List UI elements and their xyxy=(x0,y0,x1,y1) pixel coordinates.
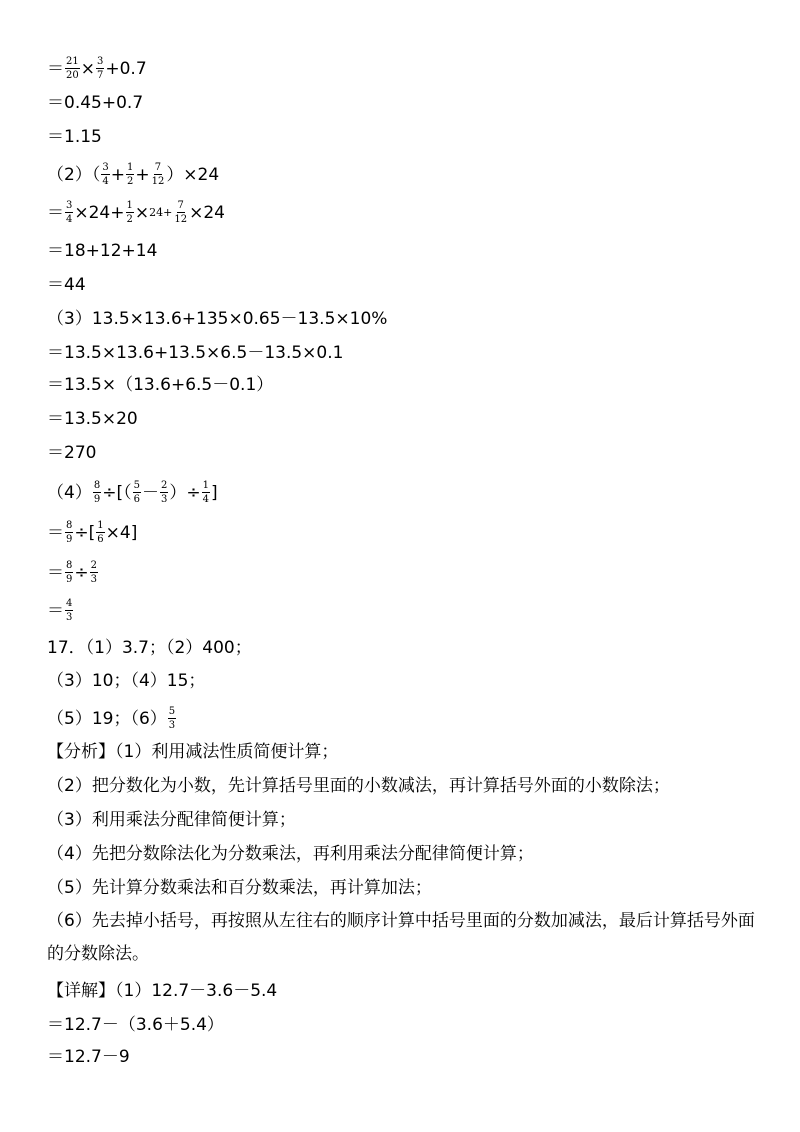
calc-line xyxy=(47,126,102,148)
fraction xyxy=(126,162,134,187)
fraction-numerator: 5 xyxy=(133,480,140,491)
fraction xyxy=(173,200,188,225)
text-run: + xyxy=(135,164,150,185)
fraction-numerator: 5 xyxy=(168,706,176,717)
fraction xyxy=(65,560,73,585)
detail-line xyxy=(47,980,277,1002)
calc-line xyxy=(47,56,147,81)
calc-line xyxy=(47,308,387,330)
fraction-numerator: 7 xyxy=(154,162,162,173)
fraction-denominator: 4 xyxy=(66,214,73,225)
fraction-numerator: 1 xyxy=(126,162,134,173)
calc-line xyxy=(47,92,143,114)
fraction-numerator: 8 xyxy=(93,480,101,491)
fraction xyxy=(133,480,141,505)
text-run: ）÷ xyxy=(169,482,201,503)
fraction-denominator: 12 xyxy=(151,176,165,187)
text-run: 17．（1）3.7；（2）400； xyxy=(47,638,252,658)
calc-line xyxy=(47,200,225,225)
fraction xyxy=(151,162,166,187)
text-run: ＝ xyxy=(47,58,64,79)
text-run: ×24 xyxy=(189,202,225,223)
fraction-numerator: 7 xyxy=(177,200,184,211)
fraction-denominator: 9 xyxy=(66,574,73,585)
text-run: （6）先去掉小括号，再按照从左往右的顺序计算中括号里面的分数加减法，最后计算括号外面的分数除法。 xyxy=(47,911,755,964)
text-run: ＝ xyxy=(47,562,64,583)
text-run: ＝44 xyxy=(47,275,86,295)
text-run: ÷ xyxy=(74,562,89,583)
detail-line xyxy=(47,1046,130,1068)
text-run: + xyxy=(110,164,125,185)
text-run: ÷[（ xyxy=(102,482,132,503)
fraction-numerator: 3 xyxy=(102,162,109,173)
calc-line xyxy=(47,342,343,364)
fraction xyxy=(96,56,104,81)
answer-line xyxy=(47,670,205,692)
analysis-line xyxy=(47,877,432,899)
fraction xyxy=(90,560,98,585)
fraction-denominator: 7 xyxy=(96,70,104,81)
text-run: 【分析】（1）利用减法性质简便计算； xyxy=(47,742,339,762)
calc-line xyxy=(47,442,96,464)
small-text: 24+ xyxy=(149,205,173,219)
fraction xyxy=(101,162,109,187)
calc-line xyxy=(47,598,74,623)
text-run: ＝13.5×13.6+13.5×6.5－13.5×0.1 xyxy=(47,343,344,363)
text-run: ＝0.45+0.7 xyxy=(47,93,144,113)
fraction xyxy=(93,480,101,505)
fraction xyxy=(65,200,73,225)
fraction-denominator: 6 xyxy=(97,534,104,545)
text-run: ＝13.5×（13.6+6.5－0.1） xyxy=(47,375,274,395)
text-run: （5）19；（6） xyxy=(47,708,167,729)
fraction-denominator: 2 xyxy=(126,176,134,187)
fraction xyxy=(65,520,73,545)
text-run: （4）先把分数除法化为分数乘法，再利用乘法分配律简便计算； xyxy=(47,844,534,864)
text-run: ×4] xyxy=(105,522,138,543)
fraction-numerator: 8 xyxy=(66,560,73,571)
fraction-denominator: 9 xyxy=(66,534,73,545)
text-run: （4） xyxy=(47,482,92,503)
text-run: ＝ xyxy=(47,600,64,621)
analysis-line xyxy=(47,843,534,865)
text-run: ] xyxy=(210,482,218,503)
fraction-numerator: 2 xyxy=(90,560,97,571)
fraction-denominator: 3 xyxy=(168,720,176,731)
text-run: × xyxy=(80,58,95,79)
text-run: （3）利用乘法分配律简便计算； xyxy=(47,810,296,830)
fraction-denominator: 4 xyxy=(102,176,109,187)
text-run: ＝270 xyxy=(47,443,97,463)
fraction-numerator: 3 xyxy=(66,200,73,211)
text-run: ÷[ xyxy=(74,522,96,543)
text-run: +0.7 xyxy=(105,58,147,79)
text-run: （2）（ xyxy=(47,164,101,185)
calc-line xyxy=(47,374,273,396)
text-run: ＝ xyxy=(47,522,64,543)
fraction-denominator: 4 xyxy=(202,494,209,505)
answer-line xyxy=(47,637,252,659)
fraction-denominator: 3 xyxy=(160,494,168,505)
answer-line xyxy=(47,706,177,731)
fraction-numerator: 3 xyxy=(96,56,104,67)
text-run: ）×24 xyxy=(166,164,220,185)
calc-line xyxy=(47,408,138,430)
fraction-denominator: 6 xyxy=(133,494,140,505)
analysis-line xyxy=(47,741,338,763)
fraction xyxy=(168,706,176,731)
text-run: － xyxy=(141,482,159,503)
fraction-numerator: 8 xyxy=(66,520,73,531)
text-run: ＝ xyxy=(47,202,64,223)
calc-line xyxy=(47,240,157,262)
fraction xyxy=(202,480,210,505)
calc-line xyxy=(47,480,218,505)
calc-line xyxy=(47,560,99,585)
fraction-denominator: 3 xyxy=(66,612,73,623)
fraction-numerator: 4 xyxy=(66,598,73,609)
text-run: ＝13.5×20 xyxy=(47,409,138,429)
fraction-denominator: 12 xyxy=(174,214,188,225)
analysis-line xyxy=(47,809,296,831)
fraction-numerator: 1 xyxy=(97,520,104,531)
analysis-line xyxy=(47,905,759,971)
detail-line xyxy=(47,1014,224,1036)
analysis-line xyxy=(47,775,670,797)
fraction-denominator: 9 xyxy=(93,494,101,505)
fraction xyxy=(96,520,104,545)
text-run: ＝1.15 xyxy=(47,127,102,147)
calc-line xyxy=(47,520,137,545)
calc-line xyxy=(47,274,86,296)
text-run: × xyxy=(134,202,150,223)
fraction-numerator: 1 xyxy=(126,200,133,211)
fraction xyxy=(160,480,168,505)
fraction xyxy=(65,56,80,81)
fraction-denominator: 20 xyxy=(66,70,79,81)
text-run: 【详解】（1）12.7－3.6－5.4 xyxy=(47,981,278,1001)
fraction xyxy=(65,598,73,623)
text-run: ＝12.7－（3.6＋5.4） xyxy=(47,1015,224,1035)
fraction-denominator: 2 xyxy=(126,214,133,225)
text-run: ×24+ xyxy=(74,202,125,223)
fraction xyxy=(126,200,134,225)
fraction-denominator: 3 xyxy=(90,574,97,585)
fraction-numerator: 21 xyxy=(66,56,79,67)
fraction-numerator: 2 xyxy=(160,480,168,491)
text-run: （5）先计算分数乘法和百分数乘法，再计算加法； xyxy=(47,878,432,898)
fraction-numerator: 1 xyxy=(202,480,209,491)
text-run: ＝18+12+14 xyxy=(47,241,158,261)
text-run: （3）10；（4）15； xyxy=(47,671,206,691)
text-run: ＝12.7－9 xyxy=(47,1047,130,1067)
calc-line xyxy=(47,162,219,187)
text-run: （2）把分数化为小数，先计算括号里面的小数减法，再计算括号外面的小数除法； xyxy=(47,776,670,796)
text-run: （3）13.5×13.6+135×0.65－13.5×10% xyxy=(47,309,388,329)
